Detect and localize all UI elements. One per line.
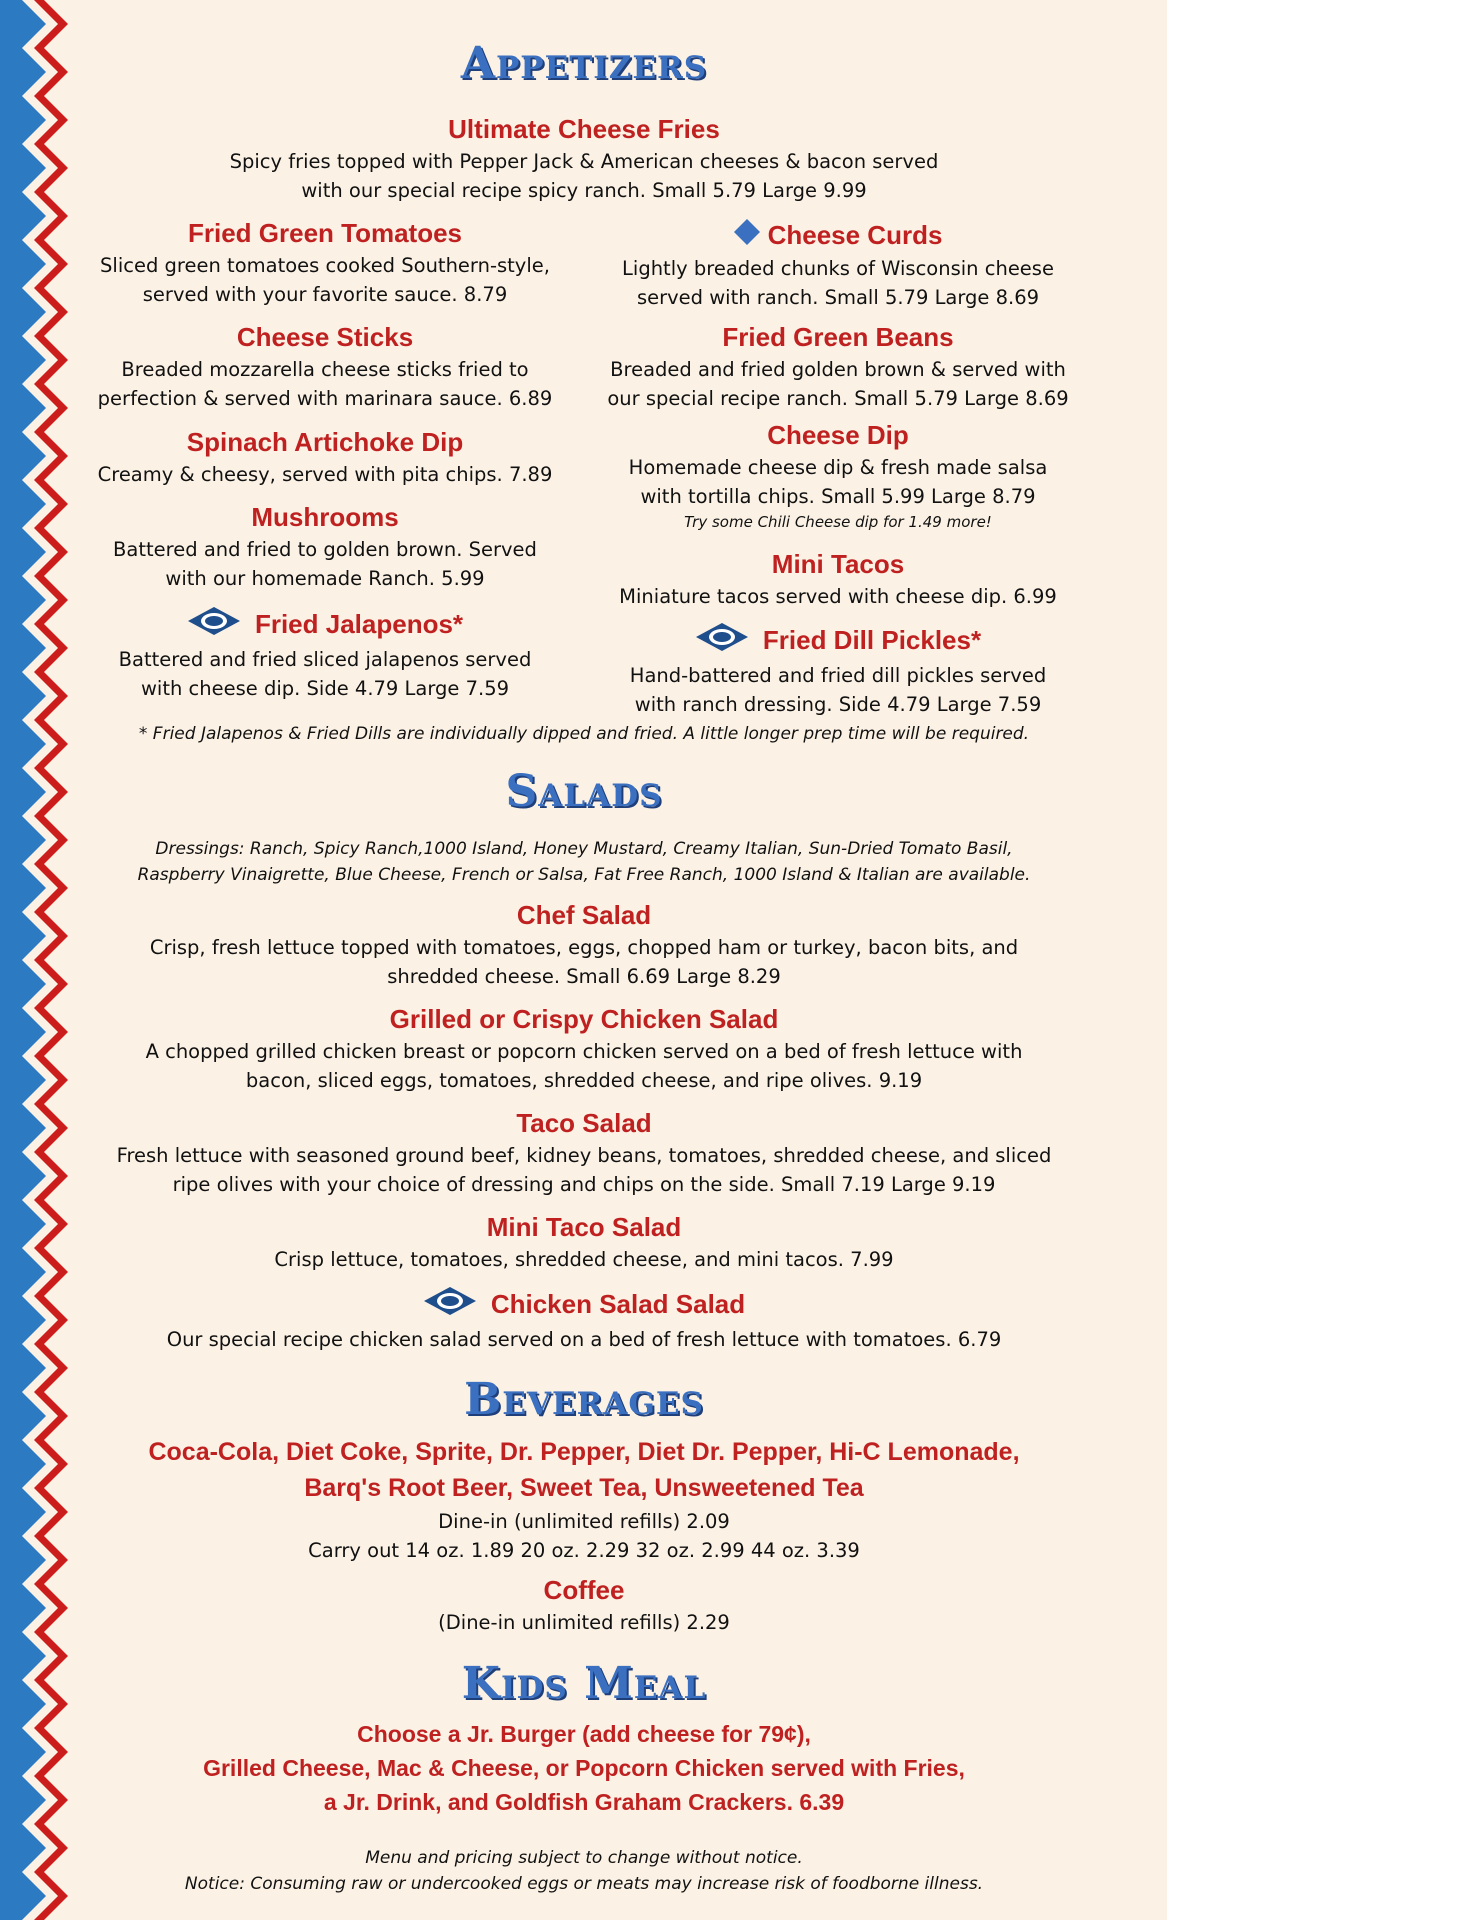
desc-line: served with your favorite sauce. 8.79 — [142, 283, 508, 306]
item-title: Chicken Salad Salad — [490, 1289, 746, 1319]
menu-item-spinach-artichoke-dip — [82, 427, 568, 489]
desc-line: with our special recipe spicy ranch. Small 5.79 Large 9.99 — [301, 179, 867, 202]
desc-line: Homemade cheese dip & fresh made salsa — [628, 456, 1048, 479]
desc-line: ripe olives with your choice of dressing and chips on the side. Small 7.19 Large 9.19 — [172, 1173, 996, 1196]
kids-meal-heading: Kids Meal — [461, 1658, 707, 1709]
desc-line: Spicy fries topped with Pepper Jack & American cheeses & bacon served — [229, 150, 939, 173]
footer-notice — [90, 1845, 1078, 1897]
item-title: Cheese Sticks — [236, 322, 414, 352]
item-description — [82, 355, 568, 413]
item-description: (Dine-in unlimited refills) 2.29 — [438, 1611, 730, 1634]
item-title: Chef Salad — [516, 900, 652, 930]
item-title: Cheese Dip — [767, 420, 909, 450]
desc-line: A chopped grilled chicken breast or popcorn chicken served on a bed of fresh lettuce with — [145, 1040, 1023, 1063]
menu-item-fried-green-tomatoes — [82, 218, 568, 309]
desc-line: Sliced green tomatoes cooked Southern-style, — [100, 254, 550, 277]
item-title-row — [90, 1286, 1078, 1323]
menu-item-cheese-curds — [594, 218, 1082, 312]
item-title: Grilled or Crispy Chicken Salad — [389, 1004, 779, 1034]
item-description — [594, 661, 1082, 719]
item-title: Cheese Curds — [767, 219, 943, 250]
menu-item-mini-tacos — [594, 549, 1082, 611]
item-description — [90, 1037, 1078, 1095]
menu-item-fried-dill-pickles — [594, 622, 1082, 719]
menu-item-chicken-salad — [90, 1004, 1078, 1095]
item-title: Taco Salad — [516, 1108, 652, 1138]
menu-item-fried-jalapenos — [82, 606, 568, 703]
desc-line: Lightly breaded chunks of Wisconsin cheese — [622, 256, 1054, 280]
diamond-icon — [734, 219, 760, 252]
item-description — [90, 933, 1078, 991]
desc-line: with tortilla chips. Small 5.99 Large 8.79 — [640, 485, 1036, 508]
dressings-line: Raspberry Vinaigrette, Blue Cheese, French or Salsa, Fat Free Ranch, 1000 Island & Italian are available. — [137, 865, 1031, 885]
item-description — [594, 582, 1082, 611]
dressings-line: Dressings: Ranch, Spicy Ranch,1000 Island, Honey Mustard, Creamy Italian, Sun-Dried Tomato Basil, — [155, 839, 1013, 859]
menu-item-fried-green-beans — [594, 322, 1082, 413]
item-title: Fried Dill Pickles* — [762, 625, 982, 655]
item-description — [90, 1245, 1078, 1274]
desc-line: served with ranch. Small 5.79 Large 8.69 — [636, 285, 1040, 309]
carry-out-prices: Carry out 14 oz. 1.89 20 oz. 2.29 32 oz. 2.99 44 oz. 3.39 — [308, 1539, 860, 1562]
item-title-row — [594, 218, 1082, 252]
desc-line: Creamy & cheesy, served with pita chips. 7.89 — [97, 463, 553, 486]
desc-line: Crisp, fresh lettuce topped with tomatoes, eggs, chopped ham or turkey, bacon bits, and — [149, 936, 1019, 959]
state-badge-icon — [695, 622, 749, 659]
item-title: Spinach Artichoke Dip — [186, 427, 464, 457]
salads-heading: Salads — [505, 766, 663, 817]
item-description — [594, 254, 1082, 312]
item-title: Fried Jalapenos* — [254, 609, 464, 639]
menu-item-coffee — [90, 1575, 1078, 1637]
footer-line: Menu and pricing subject to change without notice. — [365, 1848, 803, 1868]
desc-line: with cheese dip. Side 4.79 Large 7.59 — [140, 677, 510, 700]
desc-line: our special recipe ranch. Small 5.79 Large 8.69 — [607, 387, 1069, 410]
desc-line: Battered and fried sliced jalapenos served — [118, 648, 532, 671]
desc-line: with our homemade Ranch. 5.99 — [165, 567, 485, 590]
item-title-row — [594, 622, 1082, 659]
item-description — [82, 460, 568, 489]
state-badge-icon — [423, 1286, 477, 1323]
dine-in-price: Dine-in (unlimited refills) 2.09 — [438, 1510, 730, 1533]
desc-line: Miniature tacos served with cheese dip. 6.99 — [619, 585, 1057, 608]
desc-line: Crisp lettuce, tomatoes, shredded cheese, and mini tacos. 7.99 — [274, 1248, 894, 1271]
beverages-line: Coca-Cola, Diet Coke, Sprite, Dr. Pepper, Diet Dr. Pepper, Hi-C Lemonade, — [148, 1438, 1020, 1466]
kids-meal-line: Choose a Jr. Burger (add cheese for 79¢), — [357, 1721, 811, 1747]
kids-meal-line: Grilled Cheese, Mac & Cheese, or Popcorn Chicken served with Fries, — [203, 1755, 965, 1781]
item-description — [90, 1141, 1078, 1199]
menu-item-cheese-dip — [594, 420, 1082, 531]
footer-line: Notice: Consuming raw or undercooked eggs or meats may increase risk of foodborne illness. — [184, 1874, 984, 1894]
item-description — [594, 453, 1082, 511]
desc-line: shredded cheese. Small 6.69 Large 8.29 — [387, 965, 781, 988]
item-description — [82, 645, 568, 703]
appetizers-footnote: * Fried Jalapenos & Fried Dills are individually dipped and fried. A little longer prep time will be required. — [138, 724, 1030, 744]
item-title: Mini Tacos — [771, 549, 905, 579]
item-title: Ultimate Cheese Fries — [448, 114, 720, 144]
desc-line: perfection & served with marinara sauce. 6.89 — [97, 387, 553, 410]
menu-item-chicken-salad-salad — [90, 1286, 1078, 1354]
item-title: Mushrooms — [251, 502, 399, 532]
desc-line: Our special recipe chicken salad served on a bed of fresh lettuce with tomatoes. 6.79 — [166, 1328, 1002, 1351]
beverages-list — [90, 1434, 1078, 1506]
item-title: Mini Taco Salad — [486, 1212, 682, 1242]
item-title: Fried Green Tomatoes — [187, 218, 463, 248]
menu-item-mushrooms — [82, 502, 568, 593]
item-title: Fried Green Beans — [722, 322, 954, 352]
item-description — [82, 535, 568, 593]
kids-meal-line: a Jr. Drink, and Goldfish Graham Crackers. 6.39 — [323, 1789, 845, 1815]
desc-line: Breaded and fried golden brown & served with — [610, 358, 1066, 381]
item-description — [594, 355, 1082, 413]
menu-item-taco-salad — [90, 1108, 1078, 1199]
item-title-row — [82, 606, 568, 643]
desc-line: bacon, sliced eggs, tomatoes, shredded cheese, and ripe olives. 9.19 — [245, 1069, 923, 1092]
desc-line: Hand-battered and fried dill pickles served — [629, 664, 1047, 687]
dressings-list — [90, 836, 1078, 888]
menu-item-cheese-sticks — [82, 322, 568, 413]
item-description — [82, 251, 568, 309]
item-description — [90, 1325, 1078, 1354]
beverage-pricing — [90, 1507, 1078, 1565]
desc-line: Battered and fried to golden brown. Served — [113, 538, 537, 561]
appetizers-heading: Appetizers — [460, 38, 708, 89]
item-title: Coffee — [543, 1575, 625, 1605]
beverages-line: Barq's Root Beer, Sweet Tea, Unsweetened Tea — [304, 1474, 864, 1502]
menu-item-ultimate-cheese-fries — [90, 114, 1078, 205]
item-description — [90, 147, 1078, 205]
beverages-heading: Beverages — [464, 1374, 704, 1425]
chevron-border — [0, 0, 72, 1920]
desc-line: Fresh lettuce with seasoned ground beef, kidney beans, tomatoes, shredded cheese, and sliced — [116, 1144, 1052, 1167]
state-badge-icon — [187, 606, 241, 643]
menu-item-mini-taco-salad — [90, 1212, 1078, 1274]
item-note: Try some Chili Cheese dip for 1.49 more! — [684, 513, 992, 531]
menu-item-chef-salad — [90, 900, 1078, 991]
desc-line: with ranch dressing. Side 4.79 Large 7.59 — [634, 693, 1042, 716]
desc-line: Breaded mozzarella cheese sticks fried to — [121, 358, 529, 381]
kids-meal-description — [90, 1717, 1078, 1819]
